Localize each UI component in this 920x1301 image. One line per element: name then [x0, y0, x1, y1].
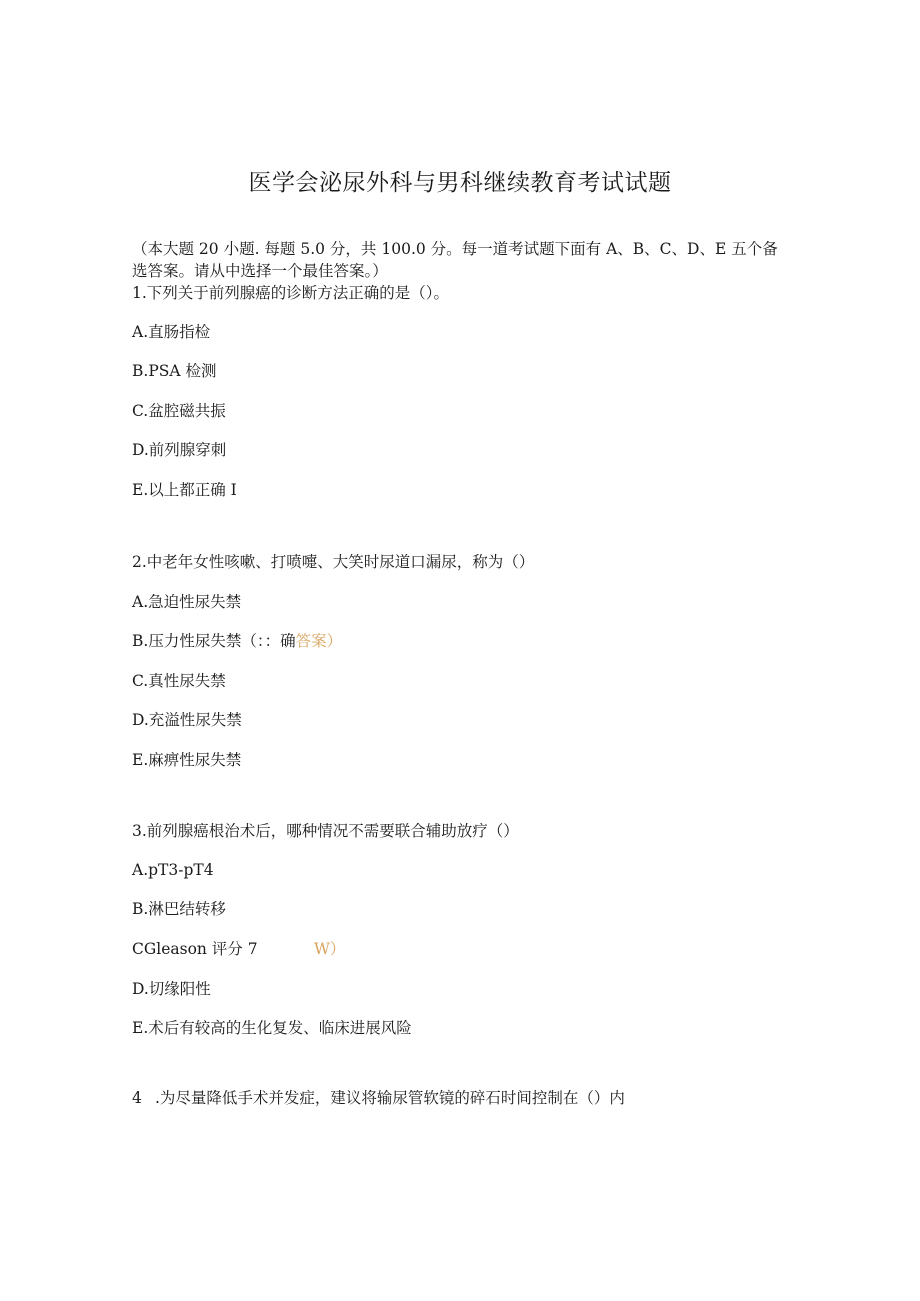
- question-1-option-d: D.前列腺穿刺: [132, 441, 227, 459]
- question-1-option-a: A.直肠指检: [132, 323, 211, 341]
- question-1-option-b: B.PSA 检测: [132, 362, 217, 380]
- question-2-option-b-text: B.压力性尿失禁（：：确: [132, 632, 296, 650]
- question-2-option-d: D.充溢性尿失禁: [132, 711, 242, 729]
- question-2-option-a: A.急迫性尿失禁: [132, 593, 242, 611]
- question-4-number: 4: [132, 1089, 142, 1107]
- question-1-option-e: E.以上都正确 I: [132, 481, 237, 499]
- question-2-stem: 2.中老年女性咳嗽、打喷嚏、大笑时尿道口漏尿，称为（）: [132, 553, 535, 571]
- question-3-option-e: E.术后有较高的生化复发、临床进展风险: [132, 1019, 412, 1037]
- question-4-stem: .为尽量降低手术并发症，建议将输尿管软镜的碎石时间控制在（）内: [155, 1089, 625, 1107]
- question-2-option-b: [132, 631, 342, 651]
- question-2-answer-stamp: 答案）: [295, 632, 343, 650]
- question-3-option-a: A.pT3-pT4: [132, 861, 214, 879]
- instructions-paragraph: （本大题 20 小题. 每题 5.0 分，共 100.0 分。每一道考试题下面有 A、B、C、D、E 五个备选答案。请从中选择一个最佳答案。）: [132, 240, 778, 280]
- question-3-option-d: D.切缘阳性: [132, 980, 211, 998]
- question-2-option-e: E.麻痹性尿失禁: [132, 751, 242, 769]
- question-3-option-c: CGleason 评分 7: [132, 940, 258, 958]
- question-1-stem: 1.下列关于前列腺癌的诊断方法正确的是（）。: [132, 284, 450, 302]
- question-3-stem: 3.前列腺癌根治术后，哪种情况不需要联合辅助放疗（）: [132, 822, 519, 840]
- question-1-option-c: C.盆腔磁共振: [132, 402, 226, 420]
- question-3-option-b: B.淋巴结转移: [132, 900, 226, 918]
- question-2-option-c: C.真性尿失禁: [132, 672, 226, 690]
- document-title: 医学会泌尿外科与男科继续教育考试试题: [248, 170, 672, 196]
- question-3-answer-stamp: W）: [314, 940, 346, 958]
